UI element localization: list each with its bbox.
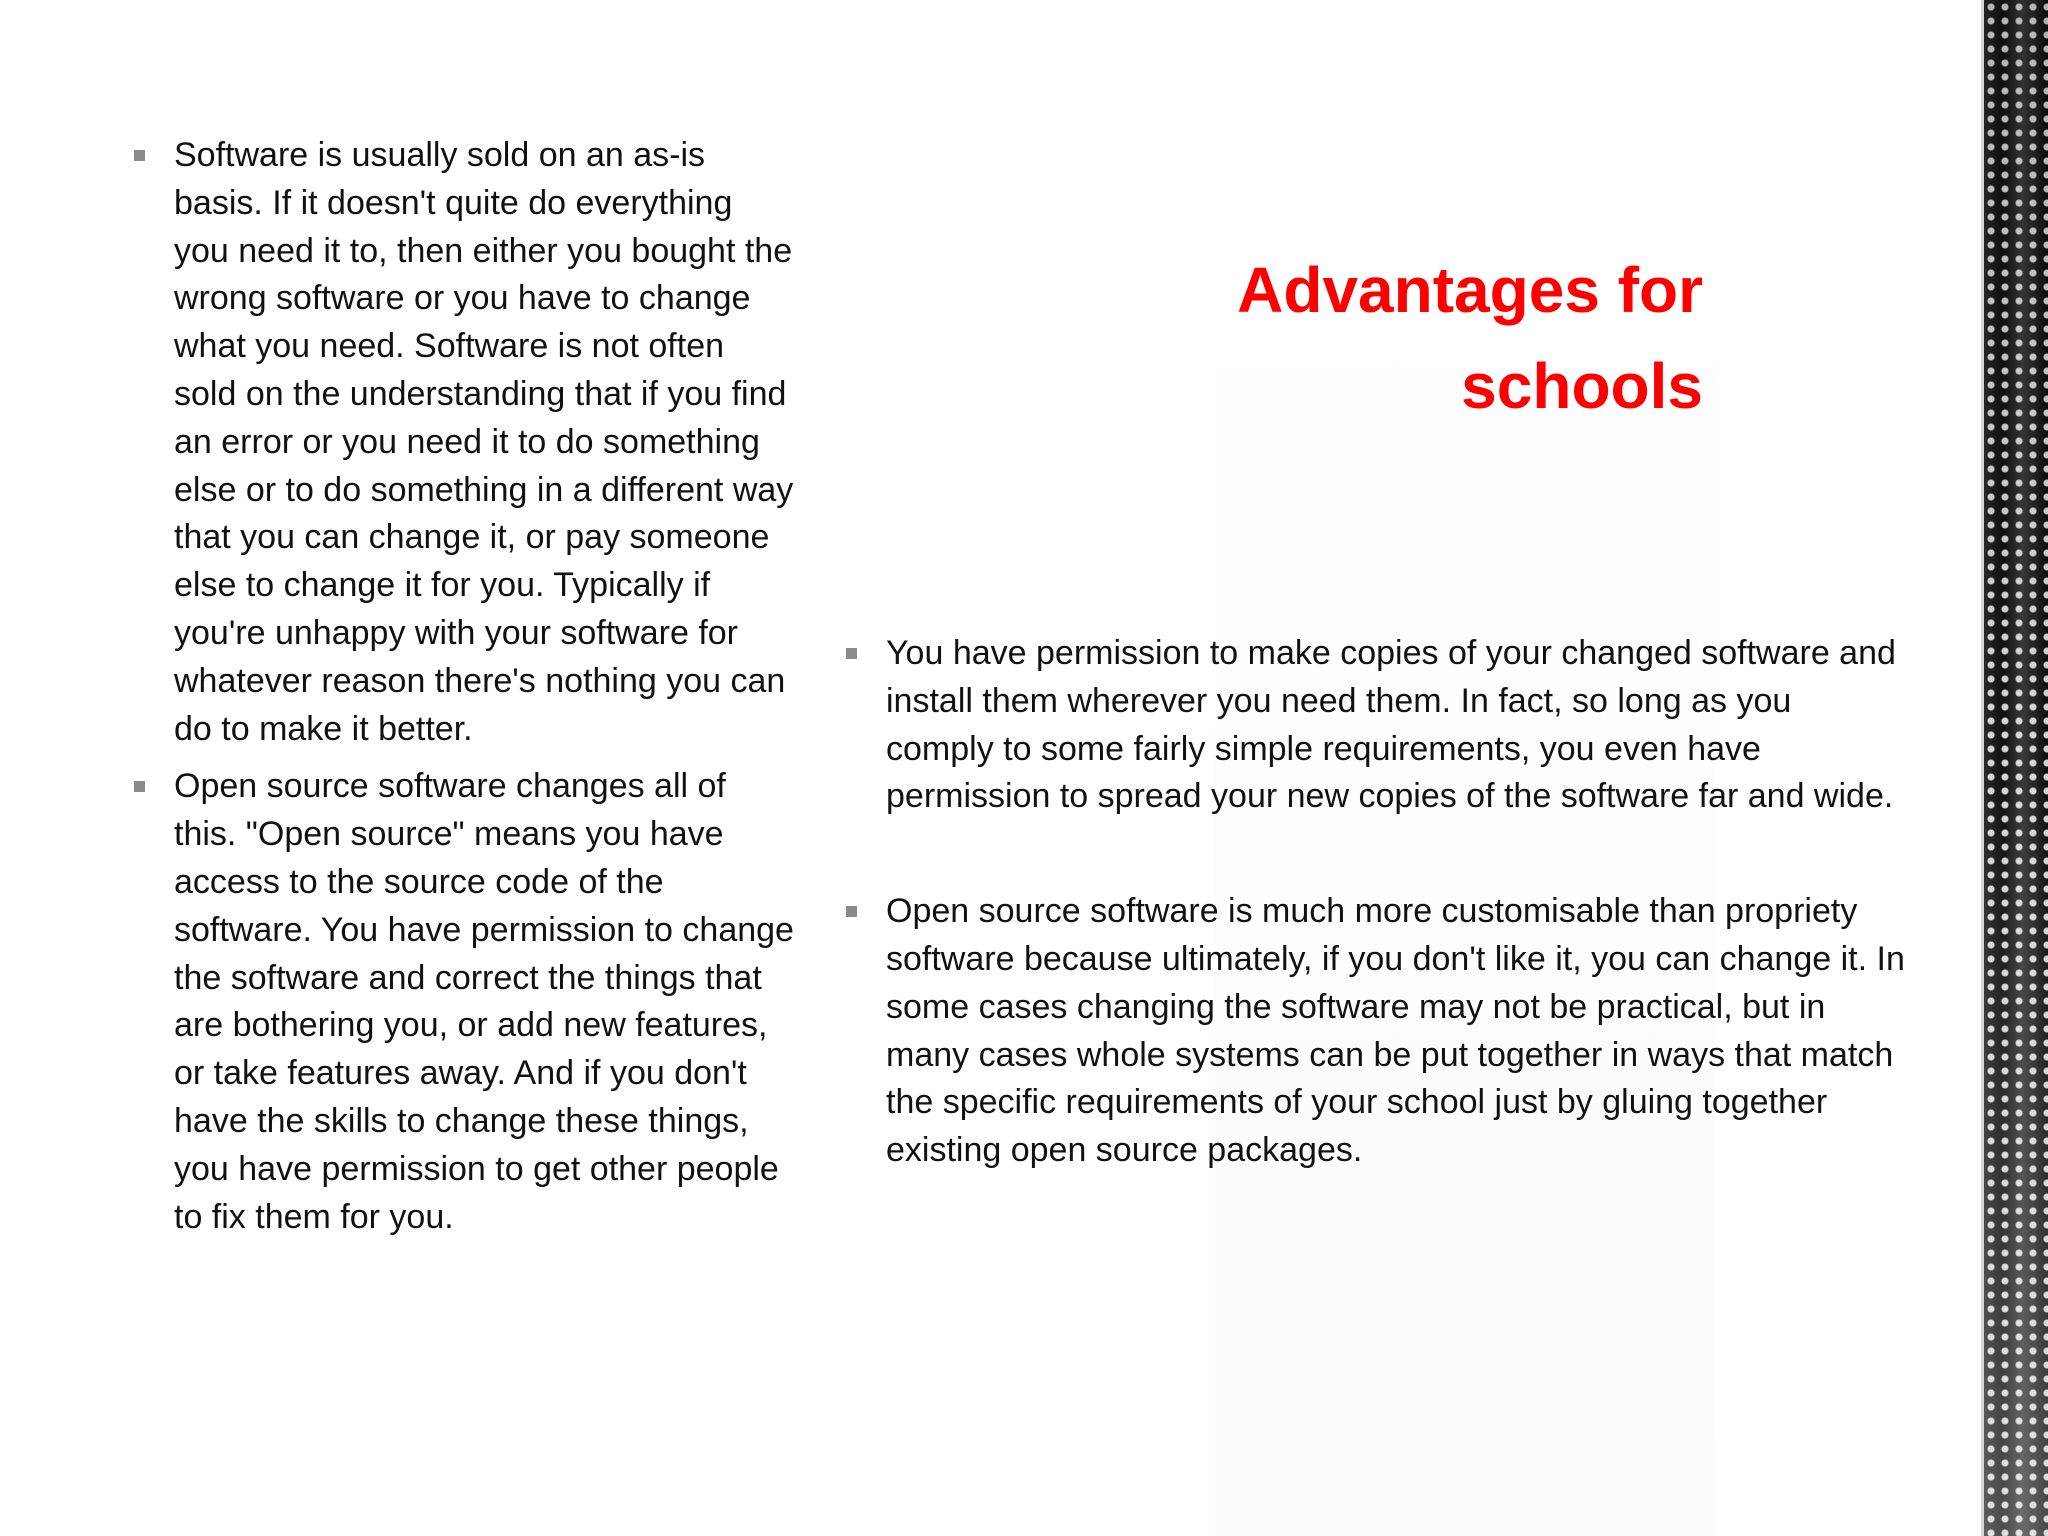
bullet-item [846,630,1906,821]
title-line: schools [1461,350,1703,422]
left-bullet-list [134,132,794,1241]
bullet-text: Software is usually sold on an as-is basis. If it doesn't quite do everything you need it to, then either you bought the wrong software or you have to change what you need. Software is not often sold on the understanding that if you find an error or you need it to do something else or to do something in a different way that you can change it, or pay someone else to change it for you. Typically if you're unhappy with your software for whatever reason there's nothing you can do to make it better. [174,136,794,748]
bullet-text: Open source software is much more customisable than propriety software because ultimately, if you don't like it, you can change it. In some cases changing the software may not be practical, but in many cases whole systems can be put together in ways that match the specific requirements of your school just by gluing together existing open source packages. [886,892,1905,1170]
decorative-edge-strip [1984,0,2048,1536]
bullet-text: Open source software changes all of this. "Open source" means you have access to the source code of the software. You have permission to change the software and correct the things that are bothering you, or add new features, or take features away. And if you don't have the skills to change these things, you have permission to get other people to fix them for you. [174,767,794,1236]
square-bullet-icon [134,150,145,161]
bullet-item [134,763,794,1241]
right-bullet-list [846,630,1906,1175]
square-bullet-icon [134,781,145,792]
title-line: Advantages for [1237,254,1703,326]
bullet-item [846,888,1906,1175]
square-bullet-icon [846,906,857,917]
slide-title [1003,242,1703,434]
bullet-item [134,132,794,753]
bullet-text: You have permission to make copies of your changed software and install them wherever you need them. In fact, so long as you comply to some fairly simple requirements, you even have permission to spread your new copies of the software far and wide. [886,634,1896,816]
square-bullet-icon [846,648,857,659]
